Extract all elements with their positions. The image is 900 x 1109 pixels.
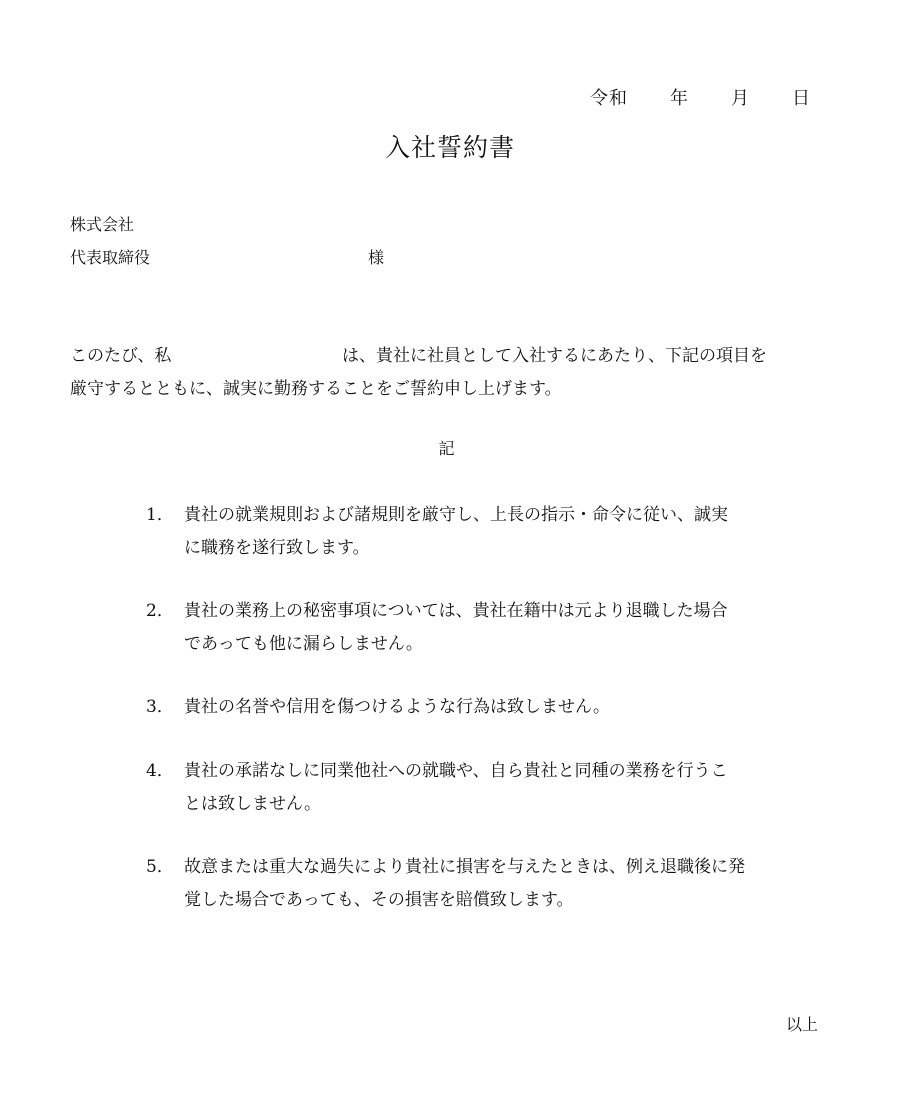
date-era: 令和 [590, 88, 628, 109]
item-line: 覚した場合であっても、その損害を賠償致します。 [184, 890, 574, 910]
date-day: 日 [792, 88, 811, 109]
item-number: 3． [146, 697, 174, 717]
item-line: 故意または重大な過失により貴社に損害を与えたときは、例え退職後に発 [184, 857, 745, 877]
date-year: 年 [670, 88, 689, 109]
item-number: 5． [146, 857, 174, 877]
pledge-line-1-after: は、貴社に社員として入社するにあたり、下記の項目を [342, 346, 767, 366]
item-number: 1． [146, 505, 174, 525]
item-line: 貴社の名誉や信用を傷つけるような行為は致しません。 [184, 697, 611, 717]
item-line: であっても他に漏らしません。 [184, 634, 423, 654]
addressee-ceo: 代表取締役 [70, 248, 151, 267]
pledge-line-2: 厳守するとともに、誠実に勤務することをご誓約申し上げます。 [70, 379, 562, 399]
pledge-line-1-before: このたび、私 [70, 346, 172, 366]
ki-heading: 記 [438, 439, 455, 458]
addressee-company: 株式会社 [70, 215, 135, 234]
item-line: に職務を遂行致します。 [184, 538, 370, 558]
document-title: 入社誓約書 [384, 133, 515, 162]
item-number: 2． [146, 601, 174, 621]
item-line: 貴社の承諾なしに同業他社への就職や、自ら貴社と同種の業務を行うこ [184, 761, 728, 781]
date-line [590, 84, 811, 110]
item-line: とは致しません。 [184, 794, 322, 814]
item-number: 4． [146, 761, 174, 781]
item-line: 貴社の業務上の秘密事項については、貴社在籍中は元より退職した場合 [184, 601, 728, 621]
item-line: 貴社の就業規則および諸規則を厳守し、上長の指示・命令に従い、誠実 [184, 505, 728, 525]
addressee-honorific: 様 [368, 248, 385, 267]
date-month: 月 [731, 88, 750, 109]
closing-ijo: 以上 [786, 1015, 819, 1034]
